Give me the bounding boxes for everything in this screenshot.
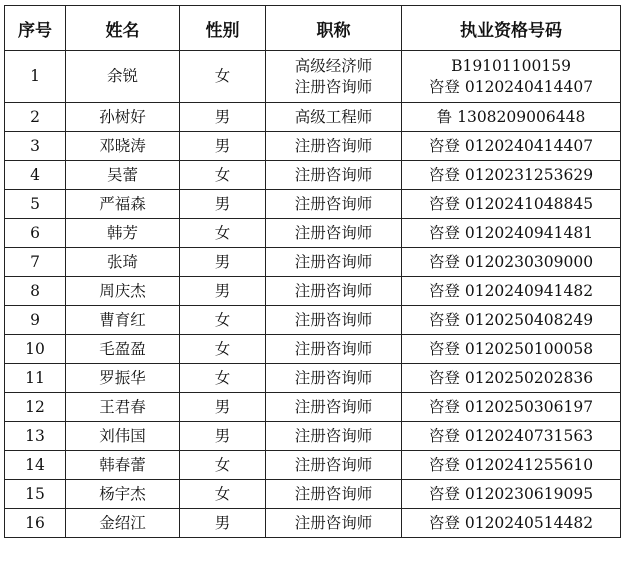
table-row <box>5 277 621 306</box>
table-row <box>5 103 621 132</box>
cert-line: 咨登 0120240414407 <box>428 136 594 155</box>
cert-line: 咨登 0120230619095 <box>428 484 594 503</box>
row-title-cell <box>266 451 402 480</box>
row-title-cell <box>266 422 402 451</box>
cert-line: B19101100159 <box>451 56 571 75</box>
row-cert-cell <box>402 161 621 190</box>
row-seq-cell: 3 <box>5 132 66 161</box>
row-name-cell: 罗振华 <box>66 364 180 393</box>
cert-line: 咨登 0120240514482 <box>428 513 594 532</box>
row-name-cell: 王君春 <box>66 393 180 422</box>
row-cert-cell <box>402 103 621 132</box>
row-name-cell: 严福森 <box>66 190 180 219</box>
row-gender-cell: 男 <box>180 277 266 306</box>
row-name-cell: 孙树好 <box>66 103 180 132</box>
row-cert-cell <box>402 335 621 364</box>
header-title: 职称 <box>266 6 402 51</box>
row-seq-cell: 7 <box>5 248 66 277</box>
row-name-cell: 张琦 <box>66 248 180 277</box>
title-line: 注册咨询师 <box>294 223 373 242</box>
row-name-cell: 周庆杰 <box>66 277 180 306</box>
row-gender-cell: 男 <box>180 190 266 219</box>
row-title-cell <box>266 161 402 190</box>
row-seq-cell: 16 <box>5 509 66 538</box>
row-title-cell <box>266 132 402 161</box>
row-cert-cell <box>402 277 621 306</box>
row-title-cell <box>266 335 402 364</box>
row-gender-cell: 女 <box>180 480 266 509</box>
row-gender-cell: 女 <box>180 451 266 480</box>
header-name: 姓名 <box>66 6 180 51</box>
row-name-cell: 韩春蕾 <box>66 451 180 480</box>
table-row <box>5 335 621 364</box>
row-cert-cell <box>402 248 621 277</box>
cert-line: 鲁 1308209006448 <box>436 107 586 126</box>
row-title-cell <box>266 364 402 393</box>
title-line: 注册咨询师 <box>294 281 373 300</box>
row-name-cell: 毛盈盈 <box>66 335 180 364</box>
row-title-cell <box>266 480 402 509</box>
cert-line: 咨登 0120231253629 <box>428 165 594 184</box>
title-line: 注册咨询师 <box>294 194 373 213</box>
row-seq-cell: 15 <box>5 480 66 509</box>
cert-line: 咨登 0120230309000 <box>428 252 594 271</box>
table-row <box>5 248 621 277</box>
row-seq-cell: 2 <box>5 103 66 132</box>
cert-line: 咨登 0120250202836 <box>428 368 594 387</box>
title-line: 注册咨询师 <box>294 252 373 271</box>
row-gender-cell: 男 <box>180 132 266 161</box>
row-title-cell <box>266 306 402 335</box>
row-seq-cell: 14 <box>5 451 66 480</box>
row-gender-cell: 男 <box>180 422 266 451</box>
row-cert-cell <box>402 190 621 219</box>
row-seq-cell: 1 <box>5 51 66 103</box>
row-gender-cell: 女 <box>180 161 266 190</box>
row-gender-cell: 男 <box>180 248 266 277</box>
row-title-cell <box>266 393 402 422</box>
row-seq-cell: 12 <box>5 393 66 422</box>
row-cert-cell <box>402 509 621 538</box>
row-gender-cell: 男 <box>180 103 266 132</box>
table-body <box>5 51 621 538</box>
table-header-row <box>5 6 621 51</box>
row-title-cell <box>266 190 402 219</box>
row-gender-cell: 女 <box>180 364 266 393</box>
row-name-cell: 杨宇杰 <box>66 480 180 509</box>
title-line: 注册咨询师 <box>294 397 373 416</box>
title-line: 注册咨询师 <box>294 77 373 96</box>
table-row <box>5 364 621 393</box>
row-cert-cell <box>402 393 621 422</box>
table-row <box>5 306 621 335</box>
table-row <box>5 190 621 219</box>
cert-line: 咨登 0120240941482 <box>428 281 594 300</box>
row-cert-cell <box>402 132 621 161</box>
row-cert-cell <box>402 480 621 509</box>
row-title-cell <box>266 277 402 306</box>
row-seq-cell: 9 <box>5 306 66 335</box>
table-row <box>5 480 621 509</box>
row-title-cell <box>266 509 402 538</box>
row-seq-cell: 10 <box>5 335 66 364</box>
table-row <box>5 451 621 480</box>
header-gender: 性别 <box>180 6 266 51</box>
title-line: 高级经济师 <box>294 56 373 75</box>
row-name-cell: 金绍江 <box>66 509 180 538</box>
row-gender-cell: 男 <box>180 509 266 538</box>
title-line: 注册咨询师 <box>294 484 373 503</box>
cert-line: 咨登 0120241255610 <box>428 455 594 474</box>
table-row <box>5 219 621 248</box>
table-row <box>5 51 621 103</box>
title-line: 注册咨询师 <box>294 165 373 184</box>
row-title-cell <box>266 103 402 132</box>
title-line: 注册咨询师 <box>294 136 373 155</box>
row-seq-cell: 8 <box>5 277 66 306</box>
row-title-cell <box>266 219 402 248</box>
row-gender-cell: 女 <box>180 306 266 335</box>
row-title-cell <box>266 51 402 103</box>
row-seq-cell: 4 <box>5 161 66 190</box>
title-line: 注册咨询师 <box>294 339 373 358</box>
title-line: 注册咨询师 <box>294 368 373 387</box>
personnel-table <box>4 5 621 538</box>
cert-line: 咨登 0120250100058 <box>428 339 594 358</box>
cert-line: 咨登 0120250408249 <box>428 310 594 329</box>
row-title-cell <box>266 248 402 277</box>
title-line: 注册咨询师 <box>294 455 373 474</box>
header-cert-number: 执业资格号码 <box>402 6 621 51</box>
title-line: 注册咨询师 <box>294 513 373 532</box>
row-gender-cell: 女 <box>180 335 266 364</box>
row-seq-cell: 5 <box>5 190 66 219</box>
cert-line: 咨登 0120250306197 <box>428 397 594 416</box>
cert-line: 咨登 0120240414407 <box>428 77 594 96</box>
cert-line: 咨登 0120240941481 <box>428 223 594 242</box>
cert-line: 咨登 0120241048845 <box>428 194 594 213</box>
row-name-cell: 余锐 <box>66 51 180 103</box>
row-name-cell: 韩芳 <box>66 219 180 248</box>
row-name-cell: 曹育红 <box>66 306 180 335</box>
row-gender-cell: 女 <box>180 51 266 103</box>
row-cert-cell <box>402 364 621 393</box>
row-name-cell: 邓晓涛 <box>66 132 180 161</box>
row-seq-cell: 13 <box>5 422 66 451</box>
table-row <box>5 393 621 422</box>
row-cert-cell <box>402 451 621 480</box>
row-cert-cell <box>402 219 621 248</box>
table-row <box>5 161 621 190</box>
cert-line: 咨登 0120240731563 <box>428 426 594 445</box>
row-cert-cell <box>402 306 621 335</box>
row-gender-cell: 女 <box>180 219 266 248</box>
row-seq-cell: 11 <box>5 364 66 393</box>
row-name-cell: 刘伟国 <box>66 422 180 451</box>
row-seq-cell: 6 <box>5 219 66 248</box>
title-line: 注册咨询师 <box>294 310 373 329</box>
table-row <box>5 509 621 538</box>
table-row <box>5 422 621 451</box>
row-name-cell: 吴蕾 <box>66 161 180 190</box>
row-gender-cell: 男 <box>180 393 266 422</box>
table-row <box>5 132 621 161</box>
title-line: 注册咨询师 <box>294 426 373 445</box>
header-seq: 序号 <box>5 6 66 51</box>
title-line: 高级工程师 <box>294 107 373 126</box>
row-cert-cell <box>402 51 621 103</box>
row-cert-cell <box>402 422 621 451</box>
